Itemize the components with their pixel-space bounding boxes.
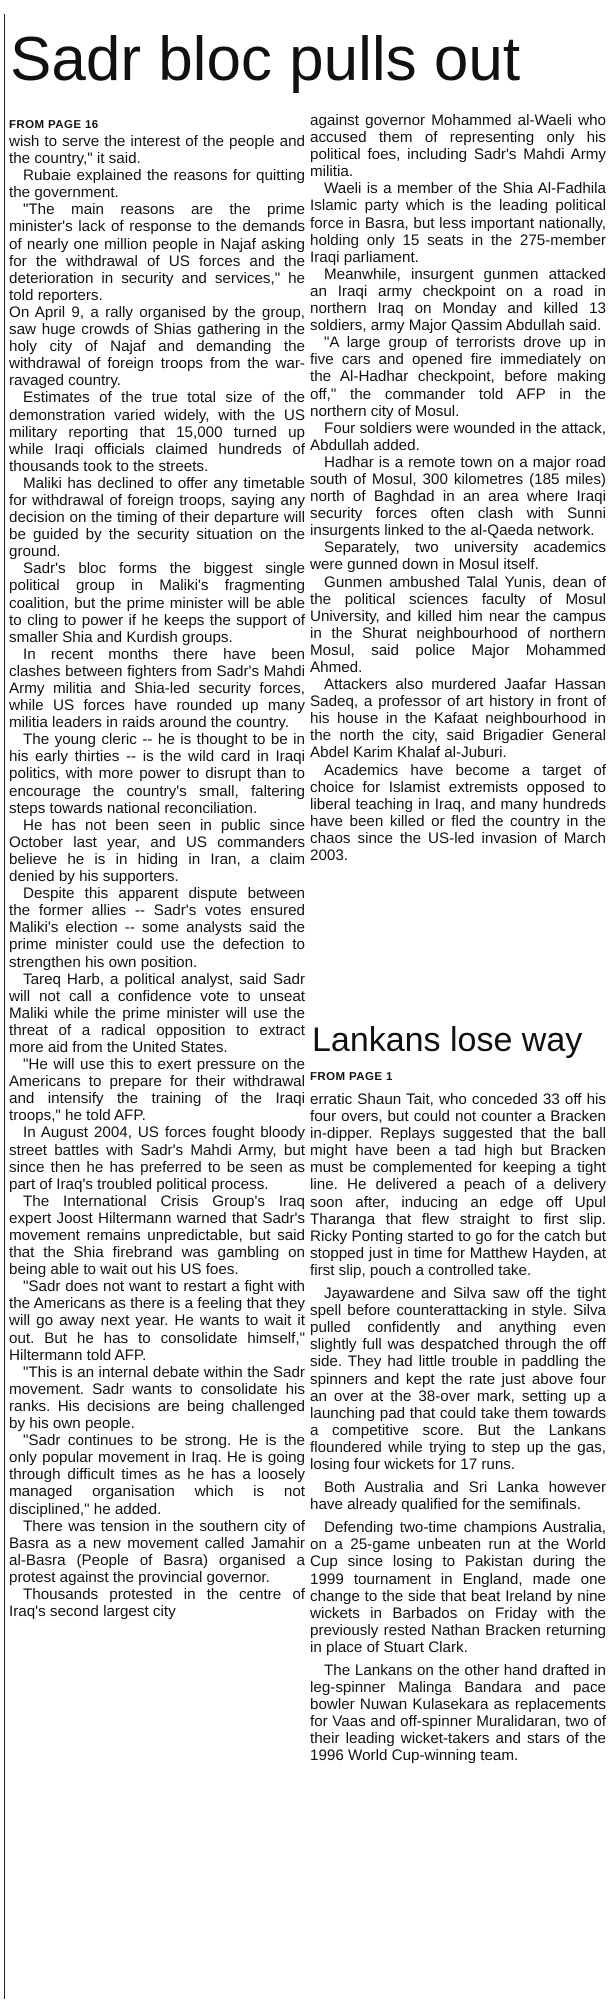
paragraph: In recent months there have been clashes between fighters from Sadr's Mahdi Army militia and Shia-led security forces, while US forces have rounded up many militia leaders in raids around the country. xyxy=(9,645,305,732)
paragraph: "The main reasons are the prime minister's lack of response to the demands of nearly one million people in Najaf asking for the withdrawal of US forces and the deterioration in security and services," he told reporters. xyxy=(9,201,305,304)
paragraph: Academics have become a target of choice for Islamist extremists opposed to liberal teaching in Iraq, and many hundreds have been killed or fled the country in the chaos since the US-led invasion of March 2003. xyxy=(310,761,606,865)
article-sadr-column-1 xyxy=(9,118,305,2004)
kicker-from-page-1: FROM PAGE 1 xyxy=(310,1071,393,1083)
paragraph: "A large group of terrorists drove up in five cars and opened fire immediately on the Al-Hadhar checkpoint, before making off," the commander told AFP in the northern city of Mosul. xyxy=(310,334,606,420)
paragraph: erratic Shaun Tait, who conceded 33 off his four overs, but could not counter a Bracken in-dipper. Replays suggested that the ball might have been a tad high but Bracken must be complemented for keeping a tight line. He delivered a peach of a delivery soon after, inducing an edge off Upul Tharanga that flew straight to first slip. Ricky Ponting started to go for the catch but stopped just in time for Matthew Hayden, at first slip, pouch a controlled take. xyxy=(310,1091,606,1279)
paragraph: Jayawardene and Silva saw off the tight spell before counterattacking in style. Silva pulled confidently and anything even slightly full was despatched through the off side. They had little trouble in paddling the spinners and kept the rate just above four an over at the 38-over mark, setting up a launching pad that could take them towards a competitive score. But the Lankans floundered while trying to step up the gas, losing four wickets for 17 runs. xyxy=(310,1285,606,1473)
paragraph: The young cleric -- he is thought to be in his early thirties -- is the wild card in Iraqi politics, with more power to disrupt than to encourage the country's small, faltering steps towards national reconciliation. xyxy=(9,731,305,817)
paragraph: "Sadr continues to be strong. He is the only popular movement in Iraq. He is going through difficult times as he has a loosely managed organisation which is not disciplined," he added. xyxy=(9,1432,305,1518)
kicker-from-page-16: FROM PAGE 16 xyxy=(9,119,99,131)
paragraph: Sadr's bloc forms the biggest single political group in Maliki's fragmenting coalition, but the prime minister will be able to cling to power if he keeps the support of smaller Shia and Kurdish groups. xyxy=(9,560,305,646)
paragraph: Maliki has declined to offer any timetable for withdrawal of foreign troops, saying any decision on the timing of their departure will be guided by the security situation on the ground. xyxy=(9,474,305,561)
paragraph: Separately, two university academics were gunned down in Mosul itself. xyxy=(310,539,606,574)
column-rule xyxy=(4,14,5,1999)
paragraph: Waeli is a member of the Shia Al-Fadhila Islamic party which is the leading political force in Basra, but less important nationally, holding only 15 seats in the 275-member Iraqi parliament. xyxy=(310,180,606,266)
paragraph: Attackers also murdered Jaafar Hassan Sadeq, a professor of art history in front of his house in the Kafaat neighbourhood in the north the city, said Brigadier General Abdel Karim Khalaf al-Juburi. xyxy=(310,676,606,762)
paragraph: Hadhar is a remote town on a major road south of Mosul, 300 kilometres (185 miles) north of Baghdad in an area where Iraqi security forces often clash with Sunni insurgents linked to the al-Qaeda network. xyxy=(310,453,606,540)
paragraph: Meanwhile, insurgent gunmen attacked an Iraqi army checkpoint on a road in northern Iraq on Monday and killed 13 soldiers, army Major Qassim Abdullah said. xyxy=(310,265,606,335)
paragraph: There was tension in the southern city of Basra as a new movement called Jamahir al-Basra (People of Basra) organised a protest against the provincial governor. xyxy=(9,1517,305,1586)
headline-sadr: Sadr bloc pulls out xyxy=(10,25,521,94)
paragraph: The International Crisis Group's Iraq expert Joost Hiltermann warned that Sadr's movement remains unpredictable, but said that the Shia firebrand was gambling on being able to wait out his US foes. xyxy=(9,1192,305,1279)
paragraph: Four soldiers were wounded in the attack, Abdullah added. xyxy=(310,419,606,454)
paragraph: Defending two-time champions Australia, on a 25-game unbeaten run at the World Cup since losing to Pakistan during the 1999 tournament in England, made one change to the side that beat Ireland by nine wickets in Barbados on Friday with the previously rested Nathan Bracken returning in place of Stuart Clark. xyxy=(310,1519,606,1656)
paragraph: against governor Mohammed al-Waeli who accused them of representing only his political foes, including Sadr's Mahdi Army militia. xyxy=(310,112,606,181)
paragraph: Gunmen ambushed Talal Yunis, dean of the political sciences faculty of Mosul University, and killed him near the campus in the Shurat neighbourhood of northern Mosul, said police Major Mohammed Ahmed. xyxy=(310,573,606,676)
paragraph: "Sadr does not want to restart a fight with the Americans as there is a feeling that they will go away next year. He wants to wait it out. But he has to consolidate himself," Hiltermann told AFP. xyxy=(9,1278,305,1364)
headline-lankans: Lankans lose way xyxy=(312,1021,583,1059)
paragraph: Both Australia and Sri Lanka however have already qualified for the semifinals. xyxy=(310,1479,606,1514)
paragraph: Tareq Harb, a political analyst, said Sadr will not call a confidence vote to unseat Maliki while the prime minister will use the threat of a radical opposition to extract more aid from the United States. xyxy=(9,970,305,1056)
article-lankans-column xyxy=(310,1070,606,2000)
paragraph: Despite this apparent dispute between the former allies -- Sadr's votes ensured Maliki's election -- some analysts said the prime minister could use the defection to strengthen his own position. xyxy=(9,885,305,971)
paragraph: Thousands protested in the centre of Iraq's second largest city xyxy=(9,1585,305,1621)
paragraph: "This is an internal debate within the Sadr movement. Sadr wants to consolidate his ranks. His decisions are being challenged by his own people. xyxy=(9,1363,305,1433)
paragraph: Rubaie explained the reasons for quitting the government. xyxy=(9,167,305,202)
paragraph: In August 2004, US forces fought bloody street battles with Sadr's Mahdi Army, but since then he has preferred to be seen as part of Iraq's troubled political process. xyxy=(9,1124,305,1193)
paragraph: "He will use this to exert pressure on the Americans to prepare for their withdrawal and intensify the training of the Iraqi troops," he told AFP. xyxy=(9,1056,305,1125)
article-sadr-column-2 xyxy=(310,112,606,1002)
paragraph: The Lankans on the other hand drafted in leg-spinner Malinga Bandara and pace bowler Nuwan Kulasekara as replacements for Vaas and off-spinner Muralidaran, two of their leading wicket-takers and stars of the 1996 World Cup-winning team. xyxy=(310,1662,606,1765)
paragraph: wish to serve the interest of the people and the country," it said. xyxy=(9,133,305,168)
paragraph: Estimates of the true total size of the demonstration varied widely, with the US military reporting that 15,000 turned up while Iraqi officials claimed hundreds of thousands took to the streets. xyxy=(9,389,305,475)
paragraph: On April 9, a rally organised by the group, saw huge crowds of Shias gathering in the holy city of Najaf and demanding the withdrawal of foreign troops from the war-ravaged country. xyxy=(9,303,305,390)
paragraph: He has not been seen in public since October last year, and US commanders believe he is in hiding in Iran, a claim denied by his supporters. xyxy=(9,816,305,886)
